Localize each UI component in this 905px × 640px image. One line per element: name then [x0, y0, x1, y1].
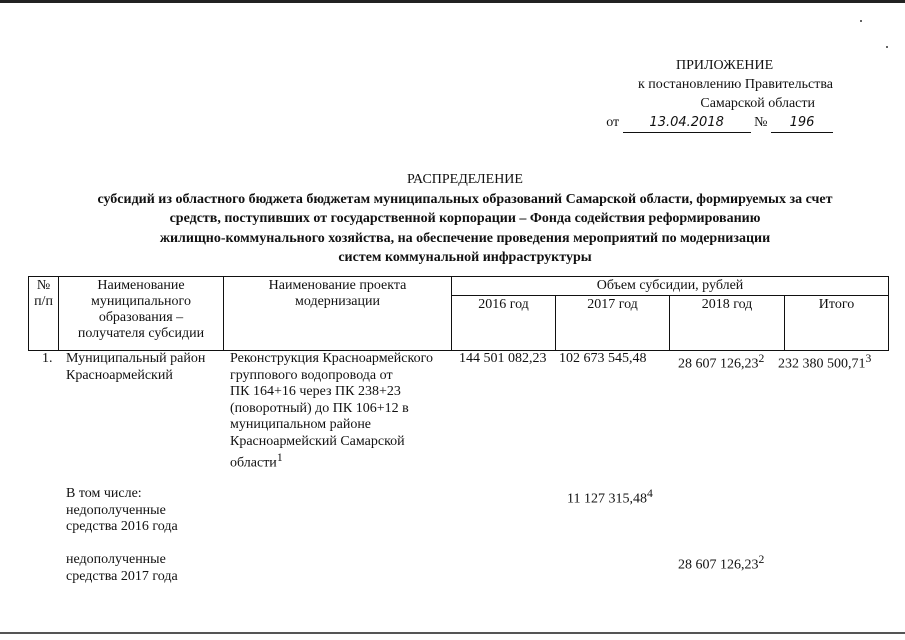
- header-num-line: п/п: [34, 294, 53, 309]
- annex-line-2: Самарской области: [700, 96, 815, 111]
- row1-2018: [678, 351, 764, 373]
- document-heading: [60, 170, 870, 268]
- shortfall-2018-value: 28 607 126,23: [678, 557, 759, 573]
- header-recipient-line: муниципального: [91, 294, 191, 309]
- subsidy-table-body: [28, 348, 878, 628]
- row1-project-line: муниципальном районе: [230, 417, 372, 432]
- header-project: [224, 277, 452, 351]
- row1-2016: 144 501 082,23: [459, 351, 547, 366]
- header-num-line: №: [36, 278, 51, 293]
- subsidy-table-header: [28, 276, 889, 351]
- including-2017: [567, 486, 653, 508]
- header-2016: 2016 год: [452, 296, 556, 351]
- footnote-ref: 2: [758, 352, 765, 365]
- row1-2018-value: 28 607 126,23: [678, 356, 759, 372]
- annex-line-1: к постановлению Правительства: [637, 77, 833, 92]
- heading-title: РАСПРЕДЕЛЕНИЕ: [407, 172, 523, 187]
- shortfall-2018: [678, 552, 764, 574]
- row1-project-line: Красноармейский Самарской: [230, 433, 405, 449]
- row1-2017: 102 673 545,48: [559, 351, 647, 366]
- row1-project: [230, 351, 452, 472]
- including-line: средства 2016 года: [66, 519, 178, 534]
- scan-border-bottom: [0, 632, 905, 634]
- header-project-line: модернизации: [295, 294, 380, 309]
- from-label: от: [606, 115, 620, 130]
- annex-title: ПРИЛОЖЕНИЕ: [676, 58, 774, 73]
- row1-num: 1.: [42, 351, 53, 366]
- row1-project-line: группового водопровода от: [230, 367, 393, 383]
- header-recipient: [59, 277, 224, 351]
- heading-line: систем коммунальной инфраструктуры: [338, 250, 592, 265]
- heading-line: жилищно-коммунального хозяйства, на обеспечение проведения мероприятий по модернизации: [159, 230, 771, 246]
- row1-recipient: [66, 351, 205, 384]
- header-2018: 2018 год: [670, 296, 785, 351]
- row1-total-value: 232 380 500,71: [778, 356, 866, 372]
- header-recipient-line: получателя субсидии: [77, 326, 205, 341]
- handwritten-date: 13.04.2018: [623, 113, 751, 133]
- shortfall-line: средства 2017 года: [66, 568, 178, 584]
- shortfall-2017-label: [66, 552, 178, 585]
- including-2017-value: 11 127 315,48: [567, 491, 647, 507]
- header-2017: 2017 год: [556, 296, 670, 351]
- handwritten-number: 196: [771, 113, 833, 133]
- including-label: [66, 486, 178, 536]
- row1-project-line: Реконструкция Красноармейского: [230, 351, 433, 366]
- annex-date-number: [606, 113, 833, 133]
- header-total: Итого: [785, 296, 889, 351]
- footnote-ref: 1: [276, 451, 283, 464]
- number-label: №: [754, 115, 768, 130]
- including-line: недополученные: [66, 502, 166, 518]
- footnote-ref: 3: [865, 352, 872, 365]
- shortfall-line: недополученные: [66, 552, 166, 567]
- row1-project-line: области: [230, 455, 277, 471]
- scan-border-top: [0, 0, 905, 3]
- footnote-ref: 2: [758, 553, 765, 566]
- row1-project-line: ПК 164+16 через ПК 238+23: [230, 384, 401, 399]
- scan-speck: [886, 46, 888, 48]
- row1-project-line: (поворотный) до ПК 106+12 в: [230, 400, 409, 416]
- row1-total: [778, 351, 871, 373]
- row1-recipient-line: Красноармейский: [66, 367, 173, 383]
- row1-recipient-line: Муниципальный район: [66, 351, 206, 366]
- annex-block: [606, 56, 833, 133]
- header-volume: Объем субсидии, рублей: [452, 277, 889, 296]
- header-recipient-line: образования –: [98, 310, 184, 325]
- header-recipient-line: Наименование: [97, 278, 185, 293]
- heading-line: средств, поступивших от государственной корпорации – Фонда содействия реформированию: [169, 211, 761, 226]
- heading-line: субсидий из областного бюджета бюджетам муниципальных образований Самарской области, формируемых за счет: [97, 191, 833, 207]
- header-num: [29, 277, 59, 351]
- footnote-ref: 4: [646, 487, 653, 500]
- scan-speck: [860, 20, 862, 22]
- header-project-line: Наименование проекта: [268, 278, 407, 293]
- including-line: В том числе:: [66, 486, 142, 501]
